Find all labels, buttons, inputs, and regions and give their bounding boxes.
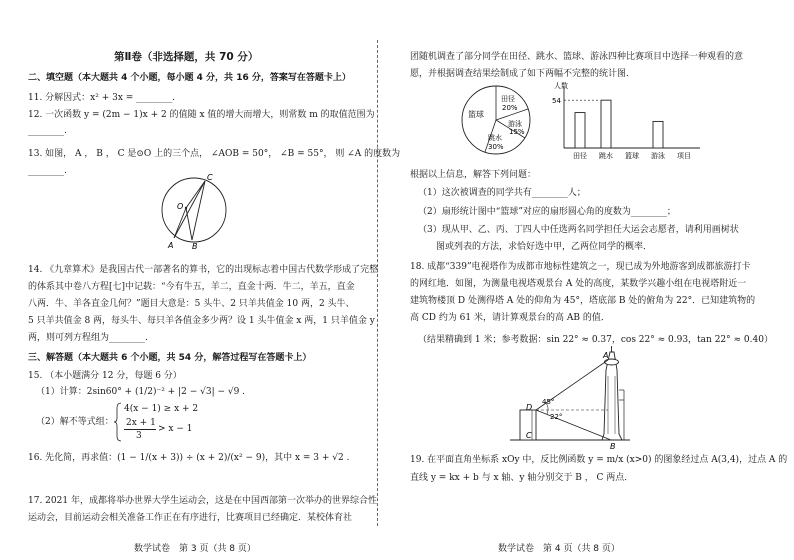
- inequality-2-numerator: 2x + 1: [126, 418, 156, 428]
- question-18-line2: 的网红地．如图，为测量电视塔观景台 A 处的高度，某数学兴趣小组在电视塔附近一: [410, 279, 747, 289]
- y-tick-label: 54: [552, 97, 561, 106]
- pie-label-track: 田径: [501, 95, 515, 103]
- page-footer: 数学试卷 第 4 页（共 8 页）: [498, 544, 620, 554]
- label-o: O: [177, 202, 184, 211]
- left-page: [28, 0, 401, 560]
- x-tick-label: 游泳: [651, 152, 665, 160]
- question-19-line2: 直线 y = kx + b 与 x 轴、y 轴分别交于 B ， C 两点．: [410, 473, 634, 483]
- pie-label-dive: 跳水: [488, 134, 502, 142]
- inequality-1: 4(x − 1) ≥ x + 2: [124, 404, 199, 414]
- question-13-line2: ________.: [28, 166, 67, 176]
- bar: [601, 100, 611, 148]
- question-18-line1: 18. 成都“339”电视塔作为成都市地标性建筑之一，现已成为外地游客到成都旅游打卡: [410, 262, 751, 272]
- question-14-line4: 5 只羊共值金 8 两，每头牛、每只羊各值金多少两？设 1 头牛值金 x 两，1 只羊值金 y: [28, 316, 375, 326]
- x-tick-label: 田径: [573, 152, 587, 160]
- question-18-reference: （结果精确到 1 米；参考数据：sin 22° ≈ 0.37，cos 22° ≈ 0.93，tan 22° ≈ 0.40）: [418, 335, 773, 345]
- x-tick-label: 篮球: [625, 152, 639, 160]
- x-tick-label: 跳水: [599, 152, 613, 160]
- q17-part1: （1）这次被调查的同学共有________人；: [418, 188, 586, 198]
- y-axis-label: 人数: [554, 82, 568, 90]
- question-14-line5: 两，则可列方程组为________.: [28, 333, 148, 343]
- pie-label-basketball: 篮球: [468, 110, 484, 119]
- pie-pct-dive: 30%: [488, 143, 504, 151]
- fill-in-header: 二、填空题（本大题共 4 个小题，每小题 4 分，共 16 分，答案写在答题卡上）: [28, 73, 351, 83]
- question-16: 16. 先化简，再求值：(1 − 1/(x + 3)) ÷ (x + 2)/(x² − 9)，其中 x = 3 + √2 .: [28, 453, 350, 463]
- solve-header: 三、解答题（本大题共 6 个小题，共 54 分，解答过程写在答题卡上）: [28, 353, 312, 363]
- question-19-line1: 19. 在平面直角坐标系 xOy 中，反比例函数 y = m/x (x>0) 的图象经过点 A(3,4)，过点 A 的: [410, 455, 788, 465]
- tower-label-d: D: [526, 403, 533, 412]
- page-footer: 数学试卷 第 3 页（共 8 页）: [134, 544, 256, 554]
- question-17-line1: 17. 2021 年，成都将举办世界大学生运动会，这是在中国西部第一次举办的世界综合性: [28, 496, 377, 506]
- pie-label-swim: 游泳: [508, 120, 522, 128]
- label-b: B: [192, 242, 198, 251]
- tower-label-b: B: [610, 442, 616, 451]
- bar: [575, 113, 585, 148]
- column-divider: [377, 40, 378, 526]
- angle-22: 22°: [550, 413, 563, 421]
- inequality-brace: [114, 402, 122, 442]
- question-15: 15. （本小题满分 12 分，每题 6 分）: [28, 371, 182, 381]
- question-18-line4: 高 CD 约为 61 米，请计算观景台的高 AB 的值．: [410, 313, 610, 323]
- question-11: 11. 分解因式：x² + 3x = ________.: [28, 93, 176, 103]
- inequality-2-denominator: 3: [136, 431, 142, 441]
- question-18-line3: 建筑物楼顶 D 处测得塔 A 处的仰角为 45°，塔底部 B 处的俯角为 22°．已知建筑物的: [410, 296, 756, 306]
- bar-chart: [550, 82, 710, 162]
- question-17-line2: 运动会，目前运动会相关准备工作正在有序进行，比赛项目已经确定．某校体育社: [28, 513, 353, 523]
- right-page: [410, 0, 788, 560]
- question-13-line1: 13. 如图， A ， B ， C 是⊙O 上的三个点， ∠AOB = 50°， ∠B = 55°， 则 ∠A 的度数为: [28, 149, 401, 159]
- q17-part2: （2）扇形统计图中“篮球”对应的扇形圆心角的度数为________；: [418, 207, 676, 217]
- pie-pct-swim: 15%: [509, 128, 525, 136]
- question-12-line1: 12. 一次函数 y = (2m − 1)x + 2 的值随 x 值的增大而增大，则常数 m 的取值范围为: [28, 110, 375, 120]
- angle-45: 45°: [542, 398, 555, 406]
- pie-pct-track: 20%: [502, 104, 518, 112]
- question-15-1: （1）计算：2sin60° + (1/2)⁻² + |2 − √3| − √9 .: [36, 387, 246, 397]
- circle-figure: [144, 172, 244, 252]
- label-a: A: [168, 241, 174, 250]
- section-title: 第Ⅱ卷（非选择题，共 70 分）: [114, 51, 259, 63]
- q17-continued-line1: 团随机调查了部分同学在田径、跳水、篮球、游泳四种比赛项目中选择一种观看的意: [410, 52, 744, 62]
- tower-label-c: C: [526, 431, 532, 440]
- inequality-2-rhs: > x − 1: [158, 424, 193, 434]
- bar: [653, 121, 663, 148]
- q17-part3-line1: （3）现从甲、乙、丙、丁四人中任选两名同学担任大运会志愿者，请利用画树状: [418, 225, 739, 235]
- pie-chart: [456, 82, 536, 162]
- question-15-2: （2）解不等式组：: [36, 417, 114, 427]
- question-12-line2: ________.: [28, 126, 67, 136]
- label-c: C: [207, 173, 213, 182]
- question-14-line1: 14. 《九章算术》是我国古代一部著名的算书，它的出现标志着中国古代数学形成了完整: [28, 265, 379, 275]
- q17-continued-line2: 愿，并根据调查结果绘制成了如下两幅不完整的统计图．: [410, 69, 636, 79]
- question-14-line3: 八两．牛、羊各直金几何？”题目大意是：5 头牛、2 只羊共值金 10 两，2 头牛、: [28, 299, 355, 309]
- question-14-line2: 的体系其中卷八方程[七]中记载：“今有牛五，羊二，直金十两．牛二，羊五，直金: [28, 282, 355, 292]
- tower-label-a: A: [603, 351, 609, 360]
- x-tick-label: 项目: [677, 152, 691, 160]
- q17-intro: 根据以上信息，解答下列问题：: [410, 170, 537, 180]
- q17-part3-line2: 图或列表的方法，求恰好选中甲，乙两位同学的概率．: [436, 242, 653, 252]
- tower-figure: [510, 346, 660, 451]
